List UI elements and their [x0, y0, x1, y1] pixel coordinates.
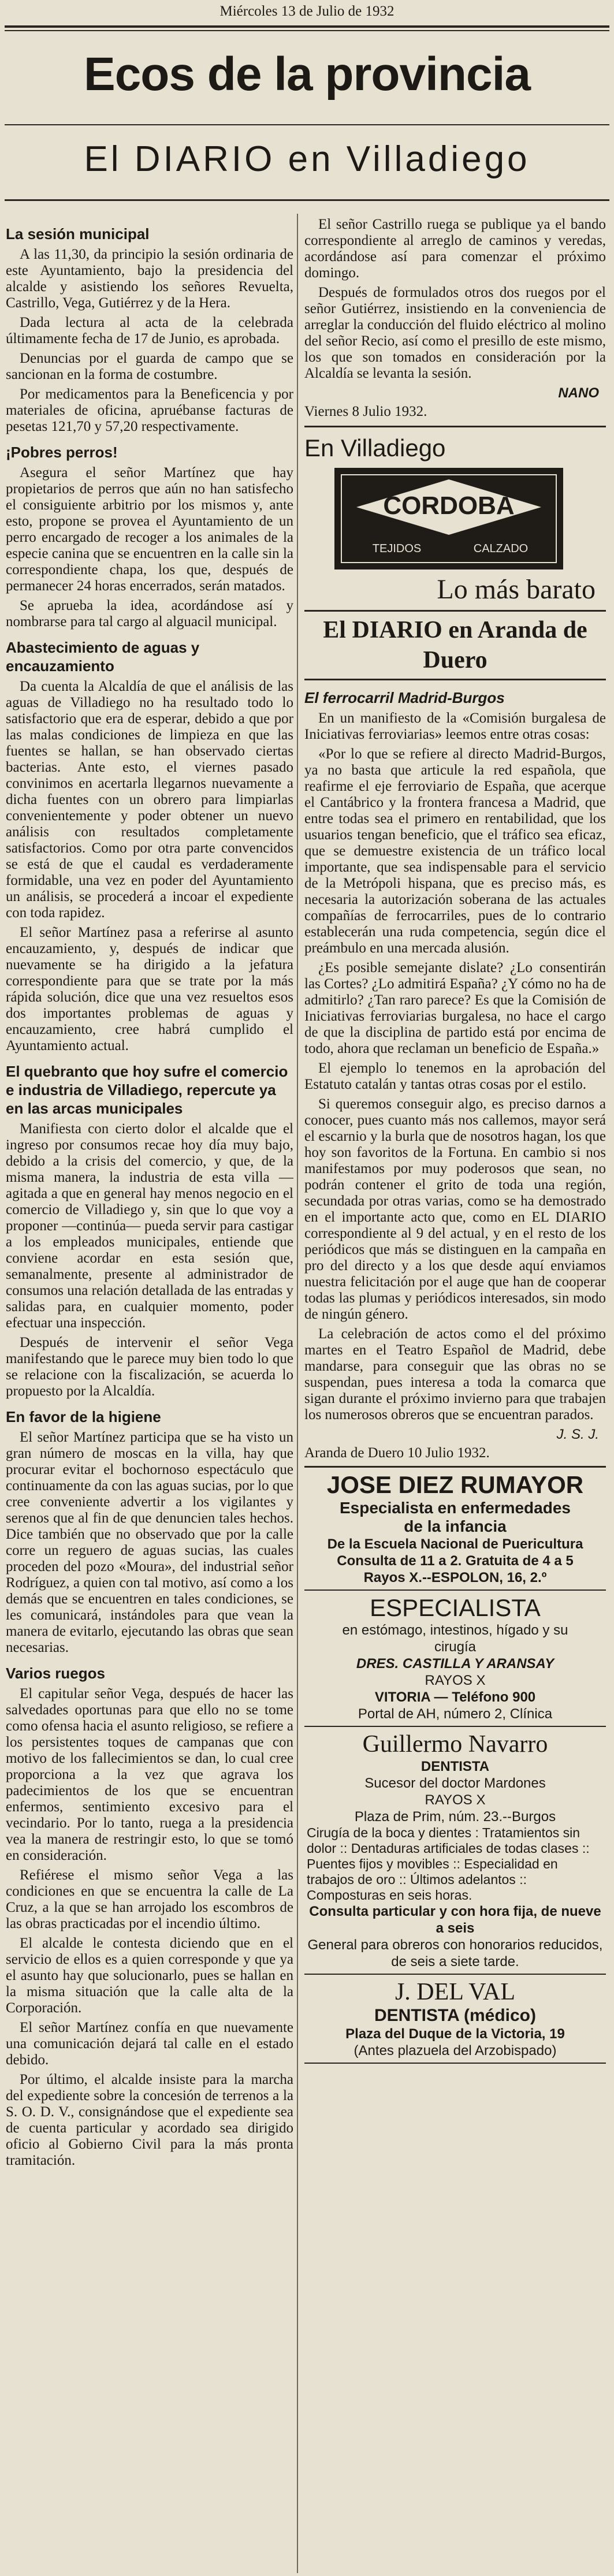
ad-line: Sucesor del doctor Mardones — [364, 1775, 546, 1791]
ad-navarro — [304, 1727, 606, 1975]
page-subtitle: El DIARIO en Villadiego — [84, 139, 530, 179]
paragraph: Después de intervenir el señor Vega manifestando que le parece muy bien todo lo que se relacione con la fiscalización, se acuerda lo propuesto por la Alcaldía. — [6, 1335, 293, 1399]
ad-name: JOSE DIEZ RUMAYOR — [326, 1471, 584, 1498]
paragraph: Después de formulados otros dos ruegos por el señor Gutiérrez, insistiendo en la conveniencia de arreglar la conducción del fluido eléctrico al molino del señor Recio, así como el presillo de este mismo, los que son tomados en consideración por la Alcaldía se levanta la sesión. — [304, 285, 606, 381]
ad-line: (Antes plazuela del Arzobispado) — [353, 2043, 557, 2058]
ad-name: J. DEL VAL — [395, 1979, 516, 2005]
header-date: Miércoles 13 de Julio de 1932 — [219, 3, 395, 19]
aranda-title: El DIARIO en Aranda de Duero — [304, 610, 606, 680]
paragraph: Manifiesta con cierto dolor el alcalde que el ingreso por consumos recae hoy día muy bajo, debido a la crisis del comercio, y que, de la misma manera, la industria de esta villa —agitada a que en general hay menos negocio en el comercio de Villadiego y, sin que lo que voy a proponer —continúa— pueda servir para castigar a los empleados municipales, entiende que conviene acordar en esta sesión que, semanalmente, presente al administrador de consumos una relación detallada de las entradas y salidas para, en cualquier momento, poder efectuar una inspección. — [6, 1121, 293, 1331]
villadiego-ad-heading: En Villadiego — [304, 434, 446, 461]
paragraph: «Por lo que se refiere al directo Madrid-Burgos, ya no basta que articule la red española, que reafirme el eje ferroviario de España, que acerque el Cantábrico y la frontera francesa a Madrid, que entre todas sea el primero en rentabilidad, que los usuarios tengan beneficio, que el tráfico sea eficaz, que se demuestre existencia de un tráfico local importante, que sea indispensable para el servicio de la Metrópoli hispana, que es preciso más, es necesaria la autorización soberana de las actuales compañías de ferrocarriles, pues de lo contrario establecerán una ruda competencia, según dice el preámbulo en una mercada alusión. — [304, 746, 606, 956]
ad-especialista — [304, 1591, 606, 1727]
ad-line: Portal de AH, número 2, Clínica — [358, 1706, 553, 1722]
paragraph: El alcalde le contesta diciendo que en el servicio de ellos es a quien corresponde y que ya el asunto hay que solucionarlo, pues se hallan en la misma situación que la calle alta de la Corporación. — [6, 1935, 293, 2016]
dateline: Viernes 8 Julio 1932. — [304, 404, 427, 419]
ad-line: en estómago, intestinos, hígado y su — [342, 1622, 568, 1638]
paragraph: Se aprueba la idea, acordándose así y nombrarse para tal cargo al alguacil municipal. — [6, 598, 293, 630]
ad-line: Consulta de 11 a 2. Gratuita de 4 a 5 — [337, 1553, 574, 1569]
ad-line: Plaza del Duque de la Victoria, 19 — [345, 2026, 565, 2042]
logo-left-text: TEJIDOS — [372, 542, 422, 555]
ad-line: DENTISTA — [421, 1759, 490, 1774]
cordoba-logo — [333, 467, 564, 571]
dateline: Aranda de Duero 10 Julio 1932. — [304, 1445, 490, 1461]
paragraph: En un manifiesto de la «Comisión burgalesa de Iniciativas ferroviarias» leemos entre otras cosas: — [304, 710, 606, 742]
ad-line: RAYOS X — [425, 1792, 486, 1808]
ad-line: VITORIA — Teléfono 900 — [374, 1689, 536, 1705]
header-rule-thin — [5, 30, 609, 31]
ad-line: Plaza de Prim, núm. 23.--Burgos — [354, 1809, 556, 1825]
paragraph: Asegura el señor Martínez que hay propietarios de perros que aún no han satisfecho el consiguiente arbitrio por los mismos y, ante esto, propone se provea el Ayuntamiento de un perro encargado de recoger a los animales de la especie canina que se encuentren en la calle sin la correspondiente chapa, los que, después de permanecer 24 horas encerrados, serán matados. — [6, 465, 293, 594]
paragraph: El capitular señor Vega, después de hacer las salvedades oportunas para que ello no se tome como ofensa hacia el asunto religioso, se refiere a los persistentes toques de campanas que con motivo de los fallecimientos se dan, lo cual cree proporciona a la vez que agrava los padecimientos de los que se encuentran enfermos, sentimiento excesivo para el vecindario. Por lo tanto, ruega a la presidencia vea la manera de restringir esto, lo que se tomó en consideración. — [6, 1686, 293, 1863]
paragraph: El señor Castrillo ruega se publique ya el bando correspondiente al arreglo de caminos y veredas, acordándose así para comenzar el próximo domingo. — [304, 217, 606, 281]
paragraph: Denuncias por el guarda de campo que se sancionan en la forma de costumbre. — [6, 351, 293, 382]
ad-line: Especialista en enfermedades — [340, 1499, 571, 1517]
paragraph: Si queremos conseguir algo, es preciso darnos a conocer, pues cuanto más nos callemos, mayor será el escarnio y la burla que de nosotros hagan, los que hoy son favoritos de la Fortuna. En cambio si nos manifestamos por muy poderosos que sean, no podrán contener el grito de toda una región, secundada por otras varias, como se ha demostrado en el importante acto que, como en EL DIARIO correspondiente al 9 del actual, y en el resto de los periódicos que más se distinguen en la campaña en pro del directo y a los que desde aquí enviamos nuestra felicitación por el auge que han de cooperar todas las plumas y periódicos interesados, sin modo de ningún género. — [304, 1096, 606, 1322]
logo-right-text: CALZADO — [473, 542, 529, 555]
ad-line: General para obreros con honorarios reducidos, de seis a siete tarde. — [307, 1937, 603, 1970]
ads-block — [304, 1466, 606, 2064]
paragraph: ¿Es posible semejante dislate? ¿Lo consentirán las Cortes? ¿Lo admitirá España? ¿Y cómo no ha de admitirlo? ¿Tan raro parece? Es que la Comisión de Iniciativas ferroviarias burgalesa, no hace el cargo de que la disciplina de partido está por encima de todo, ahora que reclaman un beneficio de España.» — [304, 960, 606, 1056]
ad-line: de la infancia — [404, 1517, 507, 1535]
logo-text: CORDOBA — [383, 492, 515, 520]
ad-rumayor — [304, 1468, 606, 1591]
right-column — [304, 217, 606, 2567]
ad-line: Cirugía de la boca y dientes : Tratamientos sin dolor :: Dentaduras artificiales de todas clases :: Puentes fijos y movibles :: Especialidad en trabajos de oro :: Últimos adelantos :: Composturas en seis horas. — [307, 1825, 590, 1903]
page-title: Ecos de la provincia — [84, 48, 530, 100]
ad-line: Consulta particular y con hora fija, de nueve a seis — [309, 1904, 601, 1936]
signature: J. S. J. — [556, 1427, 599, 1442]
ad-line: De la Escuela Nacional de Puericultura — [327, 1536, 583, 1552]
ad-del-val — [304, 1975, 606, 2064]
paragraph: Por último, el alcalde insiste para la marcha del expediente sobre la concesión de terrenos a la S. O. D. V., consignándose que el expediente sea de cuenta particular y acordado sea dirigido oficio al Gobierno Civil para la más pronta tramitación. — [6, 2072, 293, 2168]
paragraph: El señor Martínez participa que se ha visto un gran número de moscas en la villa, hay que procurar evitar el bochornoso espectáculo que continuamente da con las aguas sucias, por lo que cree conveniente advertir a los vigilantes y serenos que al fin de que denuncien tales hechos. Dice también que no observado que por la calle corre un reguero de aguas sucias, las cuales proceden del pozo «Moura», del industrial señor Rodríguez, a quien con tal motivo, así como a los demás que se encuentren en tales condiciones, se les comunicará, instándoles para que vean la manera de evitarlo, ejecutando las obras que sean necesarias. — [6, 1430, 293, 1655]
paragraph: El señor Martínez pasa a referirse al asunto encauzamiento, y, después de indicar que nuevamente se ha dirigido a la jefatura correspondiente para que se trate por la más rápida solución, dice que una vez resueltos esos dos importantes problemas de aguas y encauzamiento, cree habrá cumplido el Ayuntamiento actual. — [6, 925, 293, 1054]
title-rule — [5, 124, 609, 125]
ad-name: ESPECIALISTA — [370, 1594, 541, 1621]
ad-name: Guillermo Navarro — [362, 1731, 548, 1758]
subtitle-rule — [5, 199, 609, 201]
paragraph: Da cuenta la Alcaldía de que el análisis de las aguas de Villadiego no ha resultado todo lo satisfactorio que era de esperar, debido a que por las malas condiciones de limpieza en que las fuentes se hallan, se han observado ciertas bacterias. Ante esto, el viernes pasado convinimos en acertarla llegarnos nuevamente a dicha fuentes con un obrero para limpiarlas convenientemente y poder obtener un nuevo análisis con resultados completamente satisfactorios. Como por otra parte convencidos se está de que el caudal es verdaderamente formidable, una vez en poder del Ayuntamiento un análisis, se procederá a incoar el expediente con toda rapidez. — [6, 679, 293, 921]
paragraph: Refiérese el mismo señor Vega a las condiciones en que se encuentra la calle de La Cruz, a la que se han arrojado los escombros de las obras practicadas por el incendio último. — [6, 1867, 293, 1931]
section-title: Abastecimiento de aguas y encauzamiento — [6, 639, 200, 675]
left-column — [6, 217, 293, 2567]
header-rule — [5, 25, 609, 28]
section-title: ¡Pobres perros! — [6, 444, 118, 461]
villadiego-ad — [304, 426, 606, 605]
ad-line: RAYOS X — [425, 1673, 486, 1688]
ad-line: Rayos X.--ESPOLON, 16, 2.º — [363, 1570, 547, 1585]
section-title: Varios ruegos — [6, 1665, 105, 1682]
column-divider — [297, 214, 298, 2573]
villadiego-tagline: Lo más barato — [437, 574, 596, 605]
paragraph: La celebración de actos como el del próximo martes en el Teatro Español de Madrid, debe mandarse, para conseguir que las obras no se suspendan, pues interesa a toda la comarca que sigan durante el próximo invierno para que trabajen los numerosos obreros que se encuentran parados. — [304, 1326, 606, 1423]
section-title: La sesión municipal — [6, 225, 150, 243]
paragraph: Dada lectura al acta de la celebrada últimamente fecha de 17 de Junio, es aprobada. — [6, 315, 293, 347]
paragraph: El ejemplo lo tenemos en la aprobación del Estatuto catalán y tantas otras cosas por el estilo. — [304, 1060, 606, 1092]
paragraph: A las 11,30, da principio la sesión ordinaria de este Ayuntamiento, bajo la presidencia del alcalde y asistiendo los señores Revuelta, Castrillo, Vega, Gutiérrez y de la Hera. — [6, 247, 293, 311]
ad-line: cirugía — [434, 1639, 477, 1655]
ad-line: DRES. CASTILLA Y ARANSAY — [356, 1656, 555, 1672]
section-title: El quebranto que hoy sufre el comercio e industria de Villadiego, repercute ya en las arcas municipales — [6, 1063, 288, 1117]
paragraph: Por medicamentos para la Beneficencia y por materiales de oficina, apruébanse facturas de pesetas 121,70 y 57,20 respectivamente. — [6, 386, 293, 434]
paragraph: El señor Martínez confía en que nuevamente una comunicación dejará tal calle en el estado debido. — [6, 2020, 293, 2068]
section-title: El ferrocarril Madrid-Burgos — [304, 689, 505, 706]
section-title: En favor de la higiene — [6, 1408, 161, 1425]
signature: NANO — [558, 385, 599, 401]
ad-line: DENTISTA (médico) — [374, 2006, 536, 2025]
